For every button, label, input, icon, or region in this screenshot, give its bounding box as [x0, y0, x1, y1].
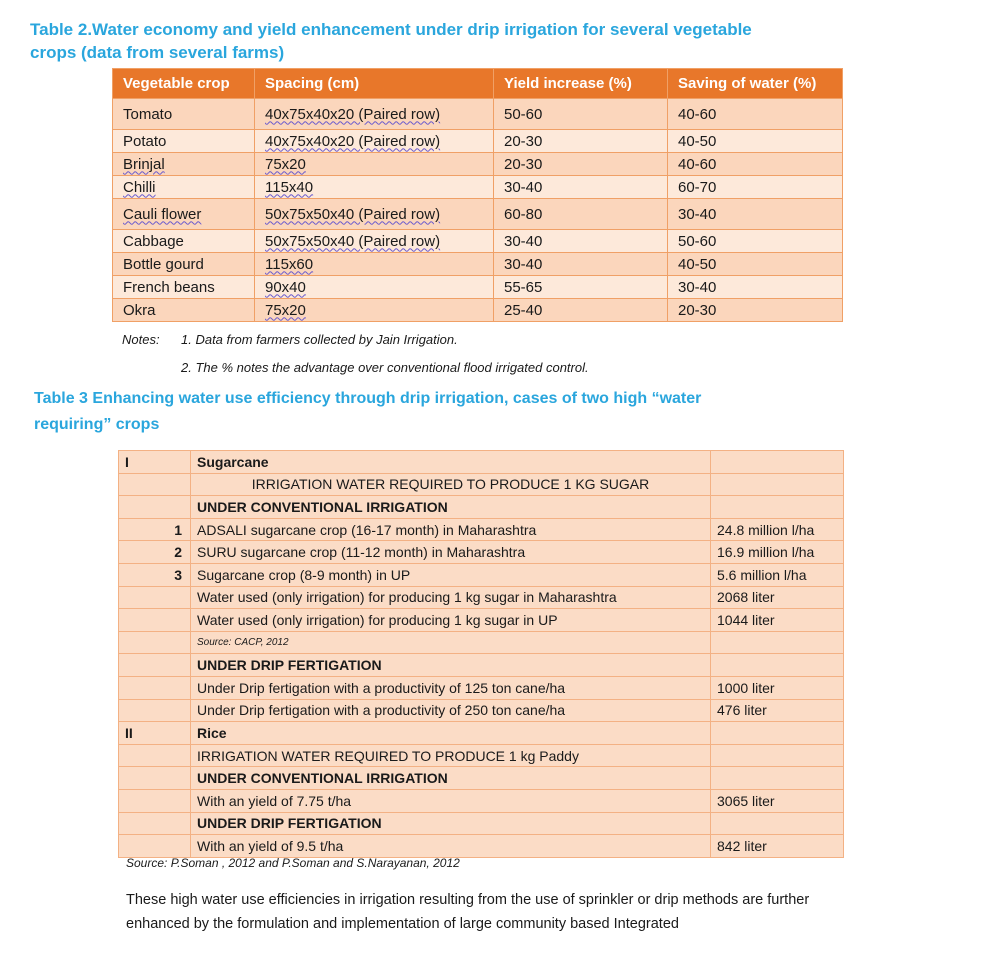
table-cell: 30-40: [494, 253, 668, 276]
note-1: 1. Data from farmers collected by Jain Irrigation.: [181, 332, 458, 347]
column-header: Saving of water (%): [668, 69, 843, 99]
table-cell: [119, 676, 191, 699]
table-cell: Water used (only irrigation) for producing 1 kg sugar in Maharashtra: [191, 586, 711, 609]
table-cell: 60-70: [668, 176, 843, 199]
table-cell: 24.8 million l/ha: [711, 518, 844, 541]
table-cell: [119, 631, 191, 654]
table-cell: Tomato: [113, 99, 255, 130]
table-cell: 842 liter: [711, 835, 844, 858]
table-row: [119, 699, 844, 722]
table-row: [119, 473, 844, 496]
table-row: [113, 199, 843, 230]
table-cell: 2068 liter: [711, 586, 844, 609]
table-cell: ADSALI sugarcane crop (16-17 month) in Maharashtra: [191, 518, 711, 541]
table-cell: II: [119, 722, 191, 745]
table-cell: [119, 767, 191, 790]
table-cell: 30-40: [668, 199, 843, 230]
table-row: [119, 654, 844, 677]
table-row: [119, 496, 844, 519]
table-cell: UNDER CONVENTIONAL IRRIGATION: [191, 496, 711, 519]
table-cell: Potato: [113, 130, 255, 153]
table-row: [119, 541, 844, 564]
table-row: [113, 276, 843, 299]
table-cell: Sugarcane crop (8-9 month) in UP: [191, 563, 711, 586]
table-cell: With an yield of 9.5 t/ha: [191, 835, 711, 858]
table-cell: 40x75x40x20 (Paired row): [255, 130, 494, 153]
table-cell: 30-40: [494, 230, 668, 253]
table-cell: [711, 744, 844, 767]
table-cell: [119, 496, 191, 519]
table-cell: Rice: [191, 722, 711, 745]
table-row: [119, 518, 844, 541]
column-header: Spacing (cm): [255, 69, 494, 99]
table-cell: Under Drip fertigation with a productivity of 250 ton cane/ha: [191, 699, 711, 722]
table-cell: Water used (only irrigation) for producing 1 kg sugar in UP: [191, 609, 711, 632]
table-cell: 60-80: [494, 199, 668, 230]
table-cell: [711, 473, 844, 496]
table-cell: 40x75x40x20 (Paired row): [255, 99, 494, 130]
table-cell: [711, 812, 844, 835]
table-row: [113, 99, 843, 130]
table-cell: 2: [119, 541, 191, 564]
table-cell: 25-40: [494, 299, 668, 322]
table-cell: [119, 473, 191, 496]
table-row: [119, 812, 844, 835]
table-cell: Brinjal: [113, 153, 255, 176]
table-cell: 1044 liter: [711, 609, 844, 632]
table3-source: Source: P.Soman , 2012 and P.Soman and S.Narayanan, 2012: [126, 856, 460, 870]
table-row: [113, 153, 843, 176]
table-cell: [119, 654, 191, 677]
table-row: [119, 631, 844, 654]
table-cell: I: [119, 451, 191, 474]
table3-title: Table 3 Enhancing water use efficiency through drip irrigation, cases of two high “water requiring” crops: [34, 390, 702, 433]
water-economy-table: [112, 68, 843, 322]
table-cell: [711, 654, 844, 677]
table-row: [113, 130, 843, 153]
table-cell: [119, 789, 191, 812]
table-row: [119, 835, 844, 858]
column-header: Yield increase (%): [494, 69, 668, 99]
table-cell: 20-30: [668, 299, 843, 322]
table-cell: 5.6 million l/ha: [711, 563, 844, 586]
table-cell: 50x75x50x40 (Paired row): [255, 199, 494, 230]
table-cell: 75x20: [255, 153, 494, 176]
table-cell: 1000 liter: [711, 676, 844, 699]
table-cell: [119, 835, 191, 858]
table-cell: 50-60: [668, 230, 843, 253]
table-cell: Bottle gourd: [113, 253, 255, 276]
table-cell: [711, 767, 844, 790]
table-cell: Chilli: [113, 176, 255, 199]
table-row: [119, 789, 844, 812]
table-cell: 40-50: [668, 130, 843, 153]
table-cell: Sugarcane: [191, 451, 711, 474]
table-cell: 20-30: [494, 153, 668, 176]
table-cell: [711, 496, 844, 519]
table-row: [119, 767, 844, 790]
table-row: [119, 744, 844, 767]
table-cell: 3065 liter: [711, 789, 844, 812]
table-cell: [119, 744, 191, 767]
table-row: [119, 563, 844, 586]
table-cell: [119, 586, 191, 609]
table-cell: 90x40: [255, 276, 494, 299]
table-cell: Okra: [113, 299, 255, 322]
table-row: [119, 586, 844, 609]
table-cell: 40-50: [668, 253, 843, 276]
table-cell: 476 liter: [711, 699, 844, 722]
table-cell: 50x75x50x40 (Paired row): [255, 230, 494, 253]
table-row: [119, 722, 844, 745]
notes-label: Notes:: [122, 332, 160, 347]
table-row: [119, 676, 844, 699]
table-cell: 3: [119, 563, 191, 586]
table-cell: [711, 451, 844, 474]
body-paragraph: These high water use efficiencies in irrigation resulting from the use of sprinkler or drip methods are further enhanced by the formulation and implementation of large community based Integrated: [126, 892, 810, 932]
table-cell: [119, 699, 191, 722]
table-cell: 40-60: [668, 153, 843, 176]
table-row: [113, 176, 843, 199]
table-row: [119, 451, 844, 474]
table-cell: IRRIGATION WATER REQUIRED TO PRODUCE 1 kg Paddy: [191, 744, 711, 767]
table-cell: IRRIGATION WATER REQUIRED TO PRODUCE 1 KG SUGAR: [191, 473, 711, 496]
table-cell: Cauli flower: [113, 199, 255, 230]
note-2: 2. The % notes the advantage over conventional flood irrigated control.: [181, 360, 589, 375]
table-cell: Cabbage: [113, 230, 255, 253]
table-cell: UNDER DRIP FERTIGATION: [191, 812, 711, 835]
table-cell: French beans: [113, 276, 255, 299]
table-cell: 115x40: [255, 176, 494, 199]
table-cell: 75x20: [255, 299, 494, 322]
table-cell: Source: CACP, 2012: [191, 631, 711, 654]
table-cell: [119, 812, 191, 835]
table-row: [113, 299, 843, 322]
table-cell: [711, 631, 844, 654]
table-cell: Under Drip fertigation with a productivity of 125 ton cane/ha: [191, 676, 711, 699]
table-cell: 30-40: [494, 176, 668, 199]
column-header: Vegetable crop: [113, 69, 255, 99]
table-cell: 16.9 million l/ha: [711, 541, 844, 564]
table-row: [113, 253, 843, 276]
table-row: [119, 609, 844, 632]
table-cell: UNDER CONVENTIONAL IRRIGATION: [191, 767, 711, 790]
table-row: [113, 230, 843, 253]
table-cell: [119, 609, 191, 632]
table-cell: 50-60: [494, 99, 668, 130]
table-cell: 30-40: [668, 276, 843, 299]
table-cell: 1: [119, 518, 191, 541]
table-cell: SURU sugarcane crop (11-12 month) in Maharashtra: [191, 541, 711, 564]
table-cell: 115x60: [255, 253, 494, 276]
table-cell: 20-30: [494, 130, 668, 153]
table-cell: 40-60: [668, 99, 843, 130]
table-cell: [711, 722, 844, 745]
table-cell: 55-65: [494, 276, 668, 299]
table-cell: UNDER DRIP FERTIGATION: [191, 654, 711, 677]
table2-title: Table 2.Water economy and yield enhancement under drip irrigation for several vegetable crops (data from several farms): [30, 20, 752, 62]
table-cell: With an yield of 7.75 t/ha: [191, 789, 711, 812]
water-use-efficiency-table: [118, 450, 844, 858]
table-header-row: [113, 69, 843, 99]
